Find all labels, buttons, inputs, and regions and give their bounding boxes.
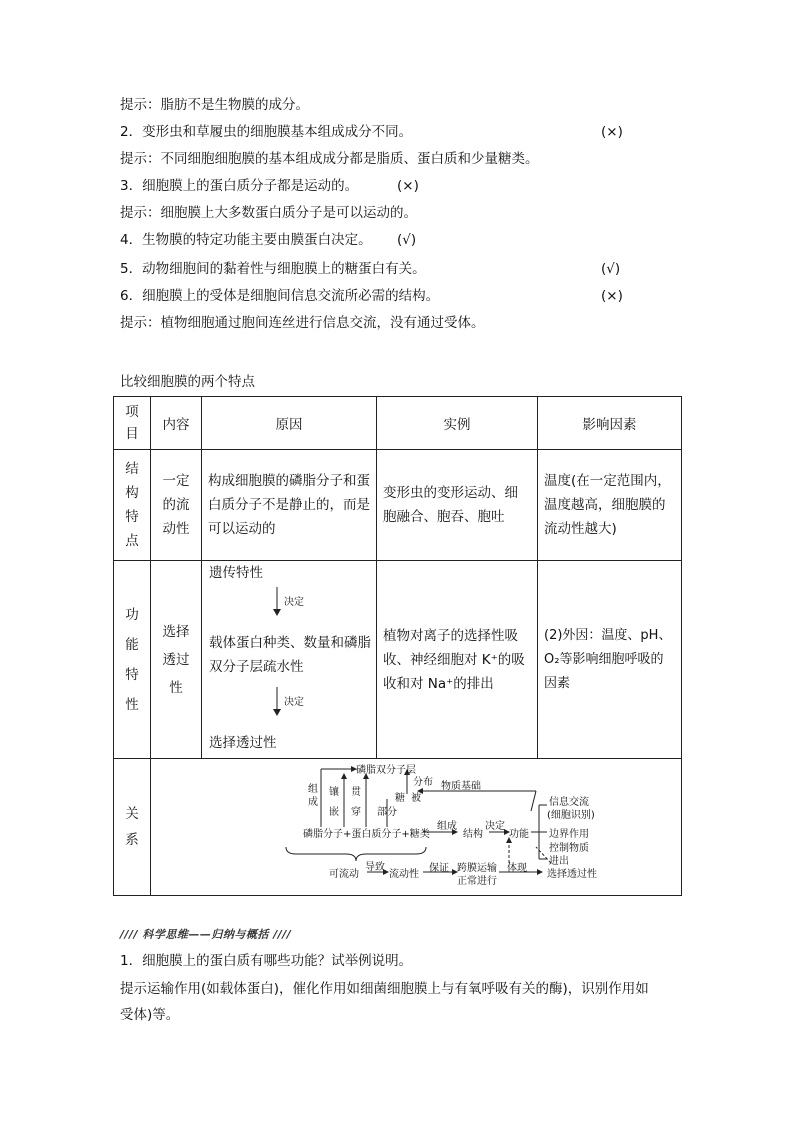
row1-item: 结构特点 (114, 450, 151, 561)
table-row-relation (114, 759, 682, 896)
diagram-jiegou: 结构 (463, 829, 483, 840)
section-title: //// 科学思维——归纳与概括 //// (120, 928, 292, 941)
header-example: 实例 (377, 397, 538, 450)
diagram-kuamo: 跨膜运输 (457, 863, 497, 874)
row1-reason: 构成细胞膜的磷脂分子和蛋白质分子不是静止的，而是可以运动的 (202, 450, 377, 561)
diagram-keliudong: 可流动 (329, 869, 359, 880)
diagram-zhengchang: 正常进行 (457, 876, 497, 887)
statement-6: 6．细胞膜上的受体是细胞间信息交流所必需的结构。 (120, 288, 440, 304)
statement-4: 4．生物膜的特定功能主要由膜蛋白决定。 (120, 232, 372, 248)
table-row-function (114, 561, 682, 759)
reason-genetic: 遗传特性 (209, 565, 263, 581)
diagram-baozheng: 保证 (429, 863, 449, 874)
header-content: 内容 (151, 397, 202, 450)
row1-example: 变形虫的变形运动、细胞融合、胞吞、胞吐 (377, 450, 538, 561)
header-factor: 影响因素 (538, 397, 682, 450)
relation-diagram-cell (151, 759, 682, 896)
diagram-fenbu: 分布 (413, 777, 433, 788)
relation-diagram (151, 759, 681, 895)
reason-selective: 选择透过性 (209, 735, 277, 751)
statement-3: 3．细胞膜上的蛋白质分子都是运动的。 (120, 178, 359, 194)
diagram-guan: 贯 (351, 787, 361, 798)
diagram-jueding: 决定 (485, 821, 505, 832)
hint-line-2: 提示：不同细胞细胞膜的基本组成成分都是脂质、蛋白质和少量糖类。 (120, 151, 539, 167)
decide-label-1: 决定 (284, 597, 304, 608)
diagram-liudongxing: 流动性 (389, 869, 419, 880)
statement-2: 2．变形虫和草履虫的细胞膜基本组成成分不同。 (120, 124, 413, 140)
diagram-zucheng: 组成 (308, 784, 318, 808)
answer-line-2: 受体)等。 (120, 1007, 180, 1023)
diagram-basis: 物质基础 (441, 781, 481, 792)
diagram-tixian: 体现 (507, 863, 527, 874)
hint-line-6: 提示：植物细胞通过胞间连丝进行信息交流，没有通过受体。 (120, 315, 485, 331)
row2-content: 选择透过性 (151, 561, 202, 759)
hint-line-1: 提示：脂肪不是生物膜的成分。 (120, 97, 309, 113)
row3-item: 关系 (114, 759, 151, 896)
diagram-bilayer: 磷脂双分子层 (356, 765, 416, 776)
row2-factor: (2)外因：温度、pH、O₂等影响细胞呼吸的因素 (538, 561, 682, 759)
diagram-qian: 嵌 (329, 807, 339, 818)
statement-5: 5．动物细胞间的黏着性与细胞膜上的糖蛋白有关。 (120, 261, 426, 277)
diagram-tang: 糖 (395, 793, 405, 804)
hint-line-3: 提示：细胞膜上大多数蛋白质分子是可以运动的。 (120, 205, 417, 221)
question-1: 1．细胞膜上的蛋白质有哪些功能？试举例说明。 (120, 953, 413, 969)
diagram-gongneng: 功能 (509, 829, 529, 840)
mark-3: (×) (397, 178, 419, 194)
diagram-shibie: (细胞识别) (547, 810, 595, 821)
mark-5: (√) (601, 261, 621, 277)
diagram-molecules: 磷脂分子+蛋白质分子+糖类 (303, 829, 430, 840)
diagram-bei: 被 (411, 793, 421, 804)
table-header-row (114, 397, 682, 450)
row1-content: 一定的流动性 (151, 450, 202, 561)
diagram-xinxi: 信息交流 (549, 797, 589, 808)
header-reason: 原因 (202, 397, 377, 450)
diagram-chuan: 穿 (351, 807, 361, 818)
diagram-bufen: 部分 (377, 807, 397, 818)
diagram-bianjie: 边界作用 (549, 829, 589, 840)
table-row-structure (114, 450, 682, 561)
answer-line-1: 提示运输作用(如载体蛋白)，催化作用如细菌细胞膜上与有氧呼吸有关的酶)，识别作用如 (120, 981, 649, 997)
diagram-xuanze: 选择透过性 (547, 869, 597, 880)
diagram-kongzhi: 控制物质 (549, 843, 589, 854)
row2-item: 功能特性 (114, 561, 151, 759)
diagram-zucheng2: 组成 (437, 821, 457, 832)
mark-2: (×) (601, 124, 623, 140)
row2-example: 植物对离子的选择性吸收、神经细胞对 K⁺的吸收和对 Na⁺的排出 (377, 561, 538, 759)
comparison-table (113, 396, 682, 896)
diagram-jinchu: 进出 (549, 856, 569, 867)
row2-reason (202, 561, 377, 759)
decide-label-2: 决定 (284, 697, 304, 708)
header-item: 项目 (114, 397, 151, 450)
mark-4: (√) (397, 232, 417, 248)
reason-carrier: 载体蛋白种类、数量和磷脂双分子层疏水性 (209, 635, 371, 675)
table-title: 比较细胞膜的两个特点 (120, 374, 255, 390)
row1-factor: 温度(在一定范围内，温度越高，细胞膜的流动性越大) (538, 450, 682, 561)
diagram-daozhi: 导致 (365, 862, 385, 873)
mark-6: (×) (601, 288, 623, 304)
diagram-xiang: 镶 (329, 787, 339, 798)
